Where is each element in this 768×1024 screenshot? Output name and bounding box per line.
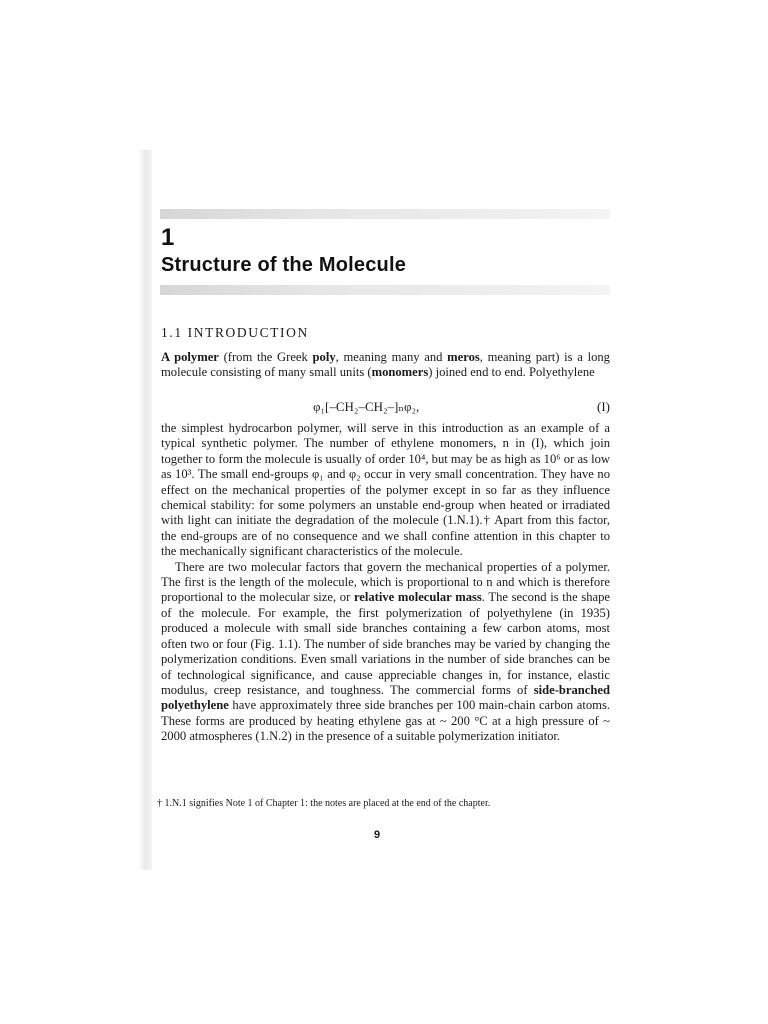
paragraph-continuation: the simplest hydrocarbon polymer, will serve in this introduction as an example of a typical synthetic polymer. The number of ethylene monomers, n in (I), which join together to form the molecule is usually of order 10⁴, but may be as high as 10⁶ or as low as 10³. The small end-groups φ₁ and φ₂ occur in very small concentration. They have no effect on the mechanical properties of the polymer except in so far as they influence chemical stability: for some polymers an unstable end-group when heated or irradiated with light can initiate the degradation of the molecule (1.N.1).† Apart from this factor, the end-groups are of no consequence and we shall confine attention in this chapter to the mechanically significant characteristics of the molecule.	[161, 421, 610, 559]
paragraph-body	[161, 421, 610, 745]
section-heading: 1.1 INTRODUCTION	[161, 325, 309, 340]
term-poly: poly	[312, 350, 336, 364]
chapter-number: 1	[161, 224, 175, 251]
text-run: ) joined end to end. Polyethylene	[428, 365, 595, 380]
text-run: , meaning many and	[335, 350, 448, 364]
page-number: 9	[374, 829, 381, 841]
binding-shadow	[138, 150, 152, 870]
formula-label: (I)	[597, 399, 610, 414]
paragraph-intro	[161, 350, 610, 381]
text-run: , meaning part) is a long molecule consisting of many small units (	[161, 350, 610, 380]
term-monomers: monomers	[371, 365, 429, 380]
formula-expression: φ₁[–CH₂–CH₂–]ₙφ₂,	[313, 399, 420, 414]
chapter-header-rule-bottom	[160, 285, 610, 295]
text-run: (from the Greek	[218, 350, 313, 364]
footnote: † 1.N.1 signifies Note 1 of Chapter 1: the notes are placed at the end of the chapter.	[157, 798, 491, 809]
chapter-title: Structure of the Molecule	[161, 254, 407, 276]
text-run: There are two molecular factors that govern the mechanical properties of a polymer. The first is the length of the molecule, which is proportional to n and which is therefore proportional to the molecular size, or	[161, 559, 610, 605]
chapter-header-rule-top	[160, 209, 610, 219]
term-relative-molecular-mass: relative molecular mass	[353, 590, 482, 605]
text-run: . The second is the shape of the molecule. For example, the first polymerization of polyethylene (in 1935) produced a molecule with small side branches containing a few carbon atoms, most often two or four (Fig. 1.1). The number of side branches may be varied by changing the polymerization conditions. Even small variations in the number of side branches can be of technological significance, and cause appreciable changes in, for instance, elastic modulus, creep resistance, and toughness. The commercial forms of	[161, 590, 610, 697]
paragraph-molecular-factors	[161, 560, 610, 745]
formula-polyethylene	[161, 398, 610, 416]
term-polymer: A polymer	[161, 350, 219, 364]
text-run: have approximately three side branches per 100 main-chain carbon atoms. These forms are produced by heating ethylene gas at ~ 200 °C at a high pressure of ~ 2000 atmospheres (1.N.2) in the presence of a suitable polymerization initiator.	[161, 698, 610, 744]
term-meros: meros	[447, 350, 480, 364]
term-side-branched-polyethylene: side-branched polyethylene	[161, 682, 610, 713]
